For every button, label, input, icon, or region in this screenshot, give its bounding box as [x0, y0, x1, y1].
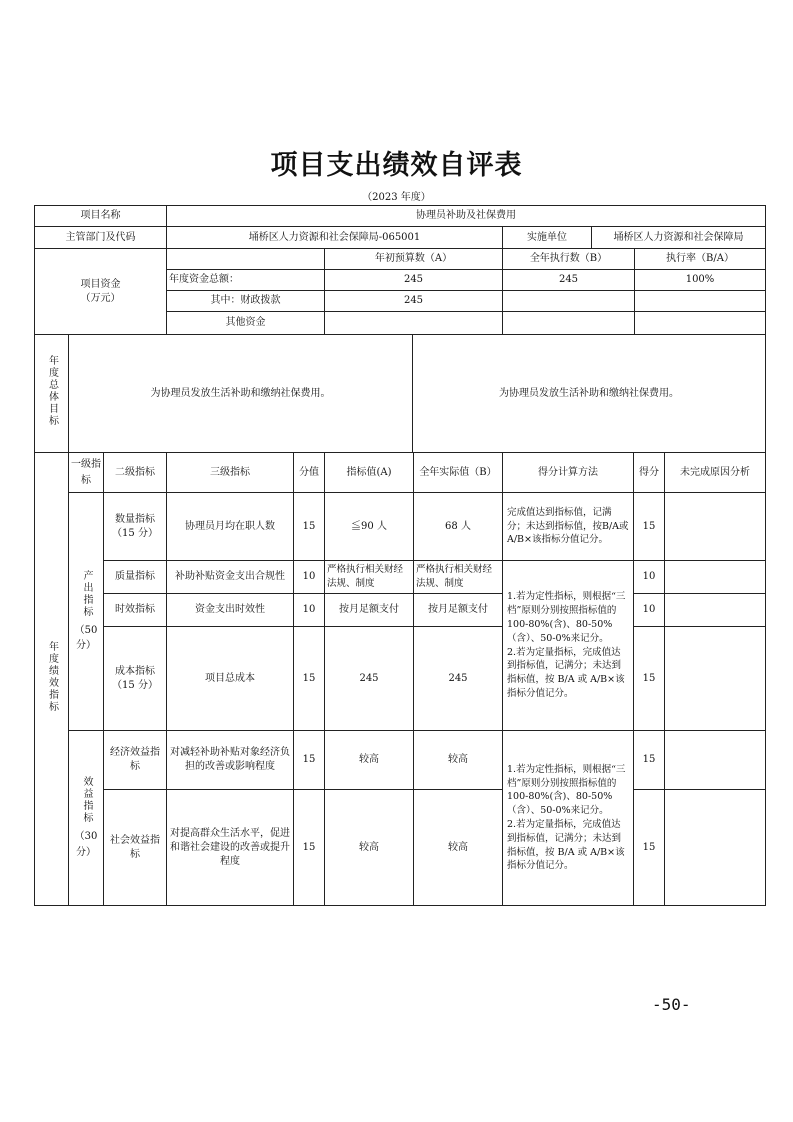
got-cell: 10 [634, 594, 665, 627]
got-cell: 10 [634, 561, 665, 594]
funds-row-rate [635, 312, 766, 335]
l3-cell: 对减轻补助补贴对象经济负担的改善或影响程度 [167, 731, 294, 790]
header-level3: 三级指标 [167, 453, 294, 493]
funds-row-exec: 245 [503, 270, 635, 291]
target-cell: 较高 [325, 731, 414, 790]
funds-row-budget: 245 [325, 270, 503, 291]
goal-actual: 为协理员发放生活补助和缴纳社保费用。 [413, 335, 766, 453]
output-label: 产出指标 （50分） [69, 493, 104, 731]
target-cell: ≦90 人 [325, 493, 414, 561]
method-cell: 1.若为定性指标，则根据“三档”原则分别按照指标值的 100-80%(含)、80-50%（含）、50-0%来记分。 2.若为定量指标，完成值达到指标值，记满分；未达到指标值，按 B/A 或 A/B×该指标分值记分。 [503, 731, 634, 906]
header-method: 得分计算方法 [503, 453, 634, 493]
got-cell: 15 [634, 493, 665, 561]
goal-label: 年度总体目标 [35, 335, 69, 453]
score-cell: 10 [294, 561, 325, 594]
funds-row-label: 年度资金总额： [167, 270, 325, 291]
actual-cell: 严格执行相关财经法规、制度 [414, 561, 503, 594]
l2-quality: 质量指标 [104, 561, 167, 594]
header-level2: 二级指标 [104, 453, 167, 493]
l3-cell: 项目总成本 [167, 627, 294, 731]
funds-row-label: 其他资金 [167, 312, 325, 335]
l3-cell: 对提高群众生活水平，促进和谐社会建设的改善或提升程度 [167, 790, 294, 906]
got-cell: 15 [634, 731, 665, 790]
impl-label: 实施单位 [503, 227, 592, 249]
page-number: -50- [652, 995, 691, 1014]
indicators-section-label: 年度绩效指标 [35, 453, 69, 906]
page-title: 项目支出绩效自评表 [270, 150, 523, 181]
funds-row-budget [325, 312, 503, 335]
reason-cell [665, 493, 766, 561]
year-label: （2023 年度） [362, 192, 431, 203]
method-cell: 完成值达到指标值，记满分；未达到指标值，按B/A或A/B×该指标分值记分。 [503, 493, 634, 561]
l2-cost: 成本指标 （15 分） [104, 627, 167, 731]
project-name-label: 项目名称 [35, 206, 167, 227]
header-score: 分值 [294, 453, 325, 493]
dept-value: 埇桥区人力资源和社会保障局-065001 [167, 227, 503, 249]
goal-table [34, 334, 766, 453]
l2-economic: 经济效益指标 [104, 731, 167, 790]
actual-cell: 68 人 [414, 493, 503, 561]
reason-cell [665, 561, 766, 594]
funds-row-budget: 245 [325, 291, 503, 312]
score-cell: 10 [294, 594, 325, 627]
target-cell: 245 [325, 627, 414, 731]
l2-quantity: 数量指标 （15 分） [104, 493, 167, 561]
header-target: 指标值(A) [325, 453, 414, 493]
goal-planned: 为协理员发放生活补助和缴纳社保费用。 [69, 335, 413, 453]
target-cell: 严格执行相关财经法规、制度 [325, 561, 414, 594]
l3-cell: 补助补贴资金支出合规性 [167, 561, 294, 594]
header-actual: 全年实际值（B） [414, 453, 503, 493]
funds-col-rate: 执行率（B/A） [635, 249, 766, 270]
benefit-label: 效益指标 （30分） [69, 731, 104, 906]
impl-value: 埇桥区人力资源和社会保障局 [592, 227, 766, 249]
funds-label: 项目资金 （万元） [35, 249, 167, 335]
reason-cell [665, 594, 766, 627]
got-cell: 15 [634, 790, 665, 906]
project-name: 协理员补助及社保费用 [167, 206, 766, 227]
header-reason: 未完成原因分析 [665, 453, 766, 493]
actual-cell: 245 [414, 627, 503, 731]
target-cell: 按月足额支付 [325, 594, 414, 627]
indicators-table [34, 452, 766, 906]
reason-cell [665, 731, 766, 790]
header-got: 得分 [634, 453, 665, 493]
score-cell: 15 [294, 731, 325, 790]
target-cell: 较高 [325, 790, 414, 906]
actual-cell: 较高 [414, 790, 503, 906]
score-cell: 15 [294, 627, 325, 731]
method-cell: 1.若为定性指标，则根据“三档”原则分别按照指标值的 100-80%(含)、80-50%（含）、50-0%来记分。 2.若为定量指标，完成值达到指标值，记满分；未达到指标值，按 B/A 或 A/B×该指标分值记分。 [503, 561, 634, 731]
reason-cell [665, 627, 766, 731]
funds-header-blank [167, 249, 325, 270]
l3-cell: 资金支出时效性 [167, 594, 294, 627]
funds-row-exec [503, 312, 635, 335]
actual-cell: 较高 [414, 731, 503, 790]
l2-timeliness: 时效指标 [104, 594, 167, 627]
got-cell: 15 [634, 627, 665, 731]
funds-col-exec: 全年执行数（B） [503, 249, 635, 270]
actual-cell: 按月足额支付 [414, 594, 503, 627]
score-cell: 15 [294, 790, 325, 906]
l2-social: 社会效益指标 [104, 790, 167, 906]
dept-label: 主管部门及代码 [35, 227, 167, 249]
header-table [34, 205, 766, 335]
l3-cell: 协理员月均在职人数 [167, 493, 294, 561]
funds-row-rate [635, 291, 766, 312]
funds-row-rate: 100% [635, 270, 766, 291]
funds-col-budget: 年初预算数（A） [325, 249, 503, 270]
header-level1: 一级指标 [69, 453, 104, 493]
funds-row-exec [503, 291, 635, 312]
reason-cell [665, 790, 766, 906]
score-cell: 15 [294, 493, 325, 561]
funds-row-label: 其中：财政拨款 [167, 291, 325, 312]
